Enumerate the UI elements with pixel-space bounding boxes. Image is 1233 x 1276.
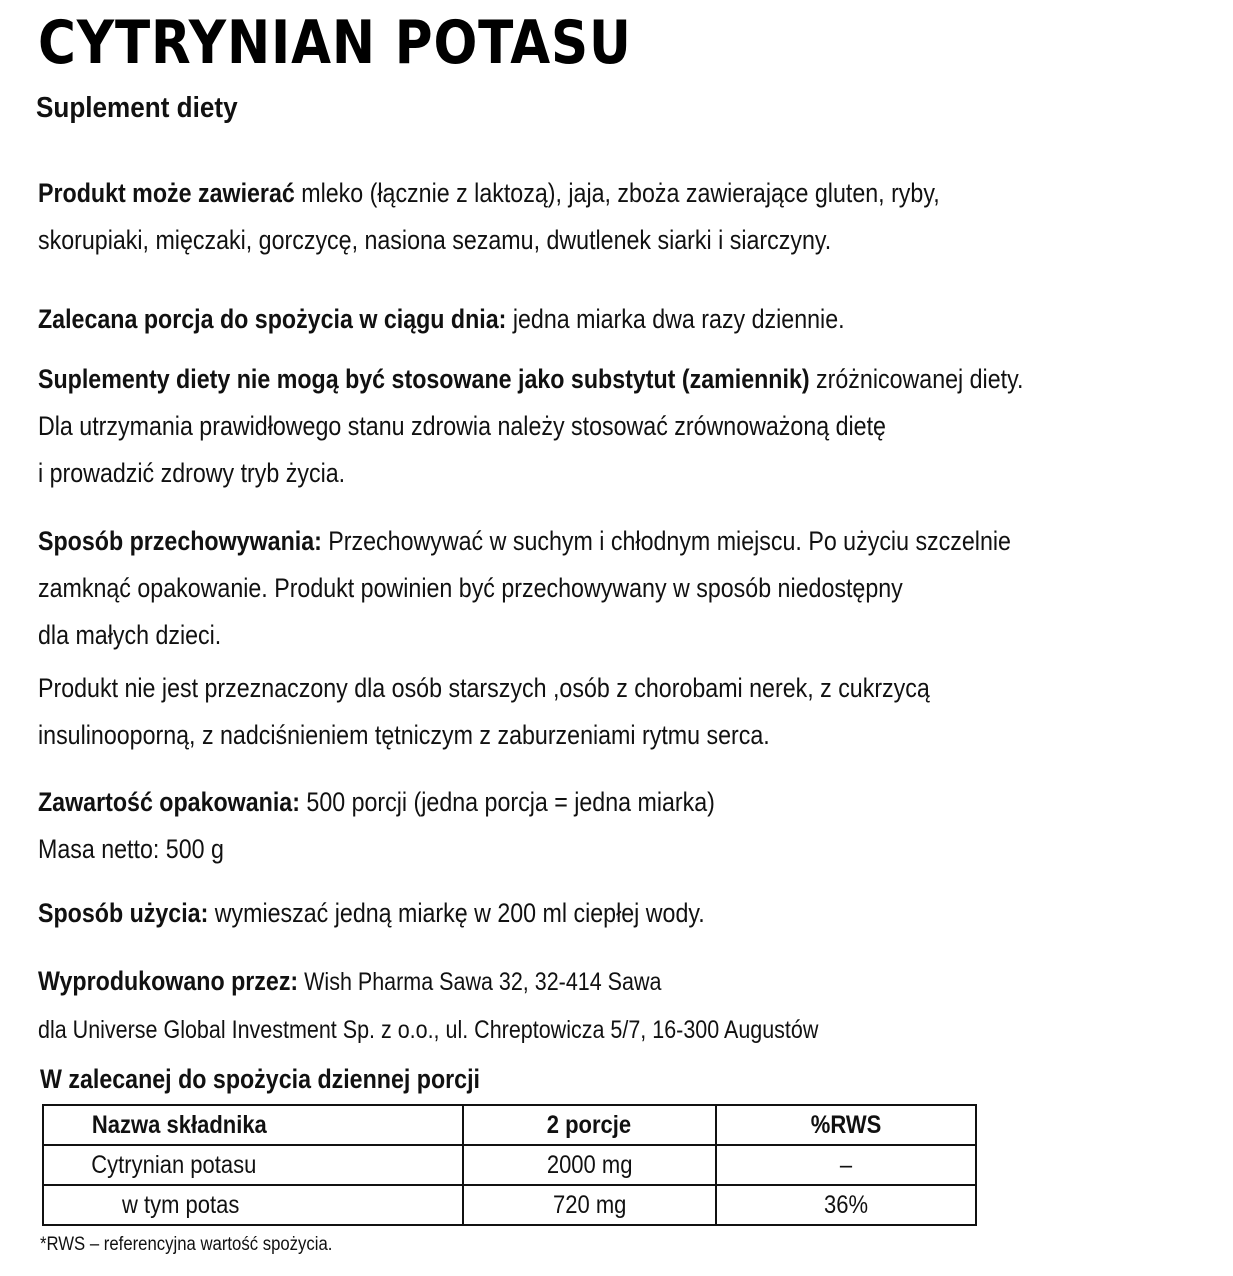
storage-line3: dla małych dzieci. — [38, 620, 222, 650]
footnote: *RWS – referencyjna wartość spożycia. — [40, 1234, 333, 1255]
contents-paragraph — [38, 779, 1156, 873]
warning-line1: Produkt nie jest przeznaczony dla osób starszych ,osób z chorobami nerek, z cukrzycą — [38, 673, 930, 703]
table-header-row — [43, 1105, 976, 1145]
table-cell: Cytrynian potasu — [43, 1145, 463, 1185]
dose-paragraph — [38, 296, 1156, 343]
table-header-cell: 2 porcje — [463, 1105, 717, 1145]
allergens-label: Produkt może zawierać — [38, 178, 295, 208]
table-cell: 720 mg — [463, 1185, 717, 1225]
net-mass: Masa netto: 500 g — [38, 834, 224, 864]
usage-text: wymieszać jedną miarkę w 200 ml ciepłej wody. — [208, 898, 705, 928]
warning-line2: insulinooporną, z nadciśnieniem tętniczym z zaburzeniami rytmu serca. — [38, 720, 770, 750]
storage-label: Sposób przechowywania: — [38, 526, 322, 556]
contents-label: Zawartość opakowania: — [38, 787, 300, 817]
manufacturer-label: Wyprodukowano przez: — [38, 966, 299, 996]
supplement-note-label: Suplementy diety nie mogą być stosowane jako substytut (zamiennik) — [38, 364, 810, 394]
table-row — [43, 1185, 976, 1225]
nutrition-table — [42, 1104, 977, 1226]
table-cell: 36% — [716, 1185, 976, 1225]
warning-paragraph — [38, 665, 1156, 759]
table-row — [43, 1145, 976, 1185]
allergens-text-line2: skorupiaki, mięczaki, gorczycę, nasiona sezamu, dwutlenek siarki i siarczyny. — [38, 225, 832, 255]
supplement-note-line2: Dla utrzymania prawidłowego stanu zdrowia należy stosować zrównoważoną dietę — [38, 411, 886, 441]
table-header-cell: %RWS — [716, 1105, 976, 1145]
supplement-note-line1: zróżnicowanej diety. — [809, 364, 1024, 394]
table-header-cell: Nazwa składnika — [43, 1105, 463, 1145]
contents-text: 500 porcji (jedna porcja = jedna miarka) — [299, 787, 715, 817]
dose-label: Zalecana porcja do spożycia w ciągu dnia: — [38, 304, 507, 334]
table-cell: – — [716, 1145, 976, 1185]
allergens-text-line1: mleko (łącznie z laktozą), jaja, zboża zawierające gluten, ryby, — [294, 178, 940, 208]
table-cell: w tym potas — [43, 1185, 463, 1225]
manufacturer-line2: dla Universe Global Investment Sp. z o.o., ul. Chreptowicza 5/7, 16-300 Augustów — [38, 1016, 819, 1044]
page-title: CYTRYNIAN POTASU — [38, 8, 632, 78]
supplement-note-paragraph — [38, 356, 1156, 497]
storage-line1: Przechowywać w suchym i chłodnym miejscu. Po użyciu szczelnie — [321, 526, 1011, 556]
nutrition-table-title: W zalecanej do spożycia dziennej porcji — [40, 1064, 481, 1094]
storage-line2: zamknąć opakowanie. Produkt powinien być przechowywany w sposób niedostępny — [38, 573, 903, 603]
allergens-paragraph — [38, 170, 1156, 264]
storage-paragraph — [38, 518, 1156, 659]
usage-label: Sposób użycia: — [38, 898, 209, 928]
supplement-note-line3: i prowadzić zdrowy tryb życia. — [38, 458, 346, 488]
manufacturer-paragraph — [38, 958, 1156, 1054]
page-subtitle: Suplement diety — [36, 92, 238, 124]
manufacturer-text: Wish Pharma Sawa 32, 32-414 Sawa — [298, 968, 662, 996]
dose-text: jedna miarka dwa razy dziennie. — [506, 304, 845, 334]
usage-paragraph — [38, 890, 1156, 937]
table-cell: 2000 mg — [463, 1145, 717, 1185]
